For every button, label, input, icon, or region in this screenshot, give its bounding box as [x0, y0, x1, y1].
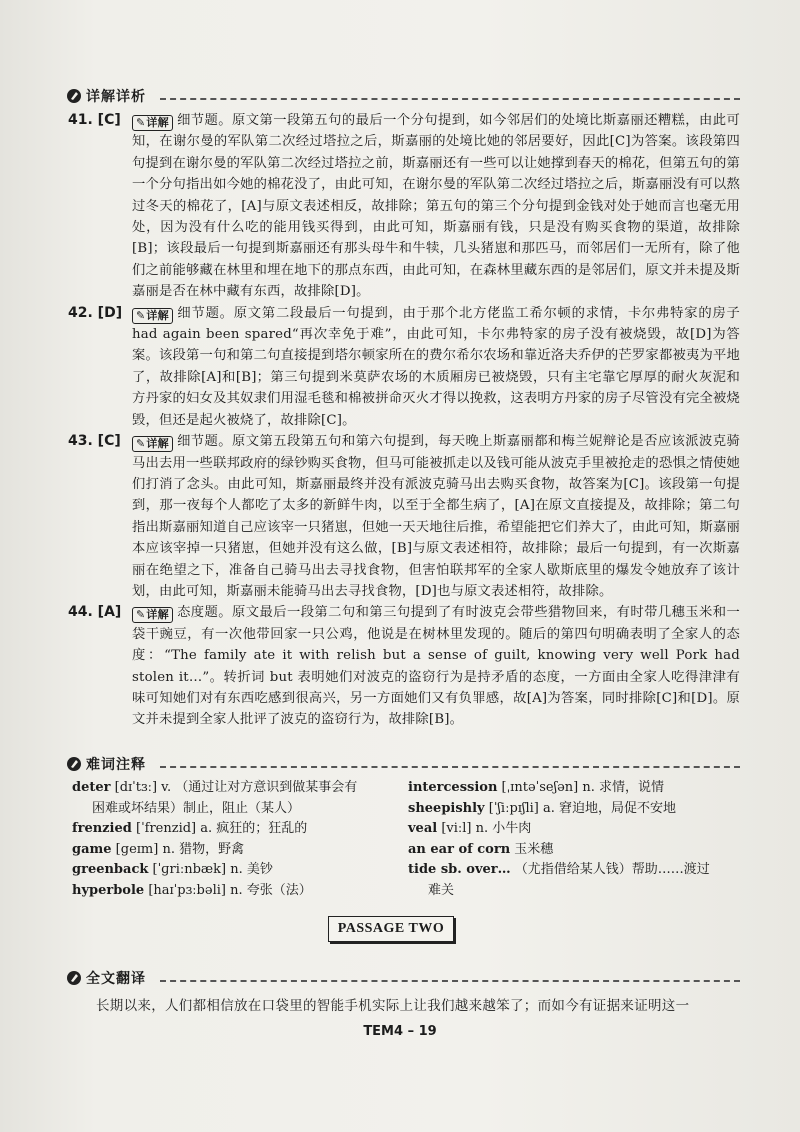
vocab-entry: hyperbole [haɪˈpɜːbəli] n. 夸张（法） [72, 882, 312, 898]
vocab-entry: greenback [ˈɡriːnbæk] n. 美钞 [72, 862, 273, 877]
vocab-entry: 困难或坏结果）制止，阻止（某人） [92, 800, 301, 816]
pen-icon: ✎ [136, 308, 146, 322]
analysis-section-header [66, 84, 146, 108]
vocab-column-right [408, 778, 728, 901]
vocab-entry: intercession [ˌɪntəˈseʃən] n. 求情，说情 [408, 780, 665, 795]
question-explanation: ✎详解 细节题。原文第二段最后一句提到，由于那个北方佬监工希尔顿的求情，卡尔弗特家的房子 had again been spared“再次幸免于难”，由此可知，卡尔弗特家的房子没有被烧毁，故[D]为答案。该段第一句和第二句直接提到塔尔顿家所在的费尔希尔农场和靠近洛夫乔伊的芒罗家都被夷为平地了，故排除[A]和[B]；第三句提到米莫萨农场的木质厢房已被烧毁，只有主宅靠它厚厚的耐火灰泥和方丹家的妇女及其奴隶们用湿毛毯和棉被拼命灭火才得以挽救，这表明方丹家的房子尽管没有完全被烧毁，但还是起火被烧了，故排除[C]。 [132, 305, 740, 428]
pen-icon [66, 756, 82, 772]
vocab-entry: an ear of corn 玉米穗 [408, 841, 554, 857]
passage-title-box [328, 916, 454, 942]
vocab-entry: tide sb. over… （尤指借给某人钱）帮助……渡过 [408, 862, 710, 877]
analysis-divider [160, 98, 740, 100]
vocab-entry: 难关 [428, 882, 455, 898]
question-number: 41. [C] [68, 112, 121, 128]
vocab-entry: deter [dɪˈtɜː] v. （通过让对方意识到做某事会有 [72, 780, 358, 795]
question-43 [68, 431, 740, 602]
question-41 [68, 110, 740, 303]
pen-icon: ✎ [136, 437, 146, 451]
translation-section-header [66, 966, 146, 990]
vocab-title: 难词注释 [86, 757, 146, 773]
vocab-entry: veal [viːl] n. 小牛肉 [408, 821, 532, 836]
pen-icon: ✎ [136, 116, 146, 129]
vocab-section-header [66, 752, 146, 776]
detail-tag: ✎详解 [132, 436, 173, 452]
analysis-items [68, 110, 740, 731]
question-44 [68, 602, 740, 730]
page-footer: TEM4 – 19 [363, 1024, 437, 1039]
question-explanation: ✎详解 态度题。原文最后一段第二句和第三句提到了有时波克会带些猎物回来，有时带几穗玉米和一袋干豌豆，有一次他带回家一只公鸡，他说是在树林里发现的。随后的第四句明确表明了全家人的态度：“The family ate it with relish but a sense of guilt, knowing very well Pork had stolen it…”。转折词 but 表明她们对波克的盗窃行为是持矛盾的态度，一方面由全家人吃得津津有味可知她们对有东西吃感到很高兴，另一方面她们又有负罪感，故[A]为答案，同时排除[C]和[D]。原文并未提到全家人批评了波克的盗窃行为，故排除[B]。 [132, 605, 740, 728]
vocab-entry: game [geɪm] n. 猎物，野禽 [72, 841, 245, 857]
question-explanation: ✎详解 细节题。原文第一段第五句的最后一个分句提到，如今邻居们的处境比斯嘉丽还糟糕，由此可知，在谢尔曼的军队第二次经过塔拉之后，斯嘉丽的处境比她的邻居要好，因此[C]为答案。该段第四句提到在谢尔曼的军队第二次经过塔拉之前，斯嘉丽还有一些可以让她撑到春天的棉花，但第五句的第一个分句指出如今她的棉花没了，由此可知，在谢尔曼的军队第二次经过塔拉之后，斯嘉丽没有可以熬过冬天的棉花了，[A]与原文表述相反，故排除；第五句的第三个分句提到金钱对处于她而言也毫无用处，因为没有什么吃的能用钱买得到，由此可知，斯嘉丽有钱，只是没有购买食物的渠道，故排除[B]；该段最后一句提到斯嘉丽还有那头母牛和牛犊，几头猪崽和那匹马，而邻居们一无所有，除了他们之前能够藏在林里和埋在地下的那点东西，由此可知，在森林里藏东西的是邻居们，原文并未提及斯嘉丽是否在林中藏有东西，故排除[D]。 [132, 113, 740, 300]
detail-tag: ✎详解 [132, 308, 173, 324]
question-42 [68, 303, 740, 431]
question-explanation: ✎详解 细节题。原文第五段第五句和第六句提到，每天晚上斯嘉丽都和梅兰妮辩论是否应该派波克骑马出去用一些联邦政府的绿钞购买食物，但马可能被抓走以及钱可能从波克手里被抢走的恐惧之情使她们打消了念头。由此可知，斯嘉丽最终并没有派波克骑马出去购买食物，故答案为[C]。该段第一句提到，那一夜每个人都吃了太多的新鲜牛肉，以至于全都生病了，[A]在原文直接提及，故排除；第二句指出斯嘉丽知道自己应该宰一只猪崽，但她一天天地往后推，希望能把它们养大了，由此可知，斯嘉丽本应该宰掉一只猪崽，但她并没有这么做，[B]与原文表述相符，故排除；最后一句提到，有一次斯嘉丽在绝望之下，准备自己骑马出去寻找食物，但害怕联邦军的全家人歇斯底里的爆发令她放弃了该计划，由此可知，斯嘉丽未能骑马出去寻找食物，[D]也与原文表述相符，故排除。 [132, 434, 740, 599]
translation-title: 全文翻译 [86, 971, 146, 987]
pen-icon [66, 88, 82, 104]
pen-icon: ✎ [136, 608, 146, 622]
vocab-divider [160, 766, 740, 768]
detail-tag: ✎详解 [132, 115, 173, 131]
detail-tag: ✎详解 [132, 607, 173, 623]
translation-divider [160, 980, 740, 982]
vocab-column-left [72, 778, 402, 901]
question-number: 42. [D] [68, 304, 123, 321]
question-number: 43. [C] [68, 433, 121, 450]
passage-title: PASSAGE TWO [337, 921, 445, 936]
pen-icon [66, 970, 82, 986]
translation-text: 长期以来，人们都相信放在口袋里的智能手机实际上让我们越来越笨了；而如今有证据来证明这一 [96, 998, 690, 1014]
vocab-entry: sheepishly [ˈʃiːpɪʃli] a. 窘迫地，局促不安地 [408, 800, 676, 816]
vocab-entry: frenzied [ˈfrenzid] a. 疯狂的；狂乱的 [72, 821, 308, 836]
question-number: 44. [A] [68, 604, 122, 621]
analysis-title: 详解详析 [86, 89, 146, 105]
